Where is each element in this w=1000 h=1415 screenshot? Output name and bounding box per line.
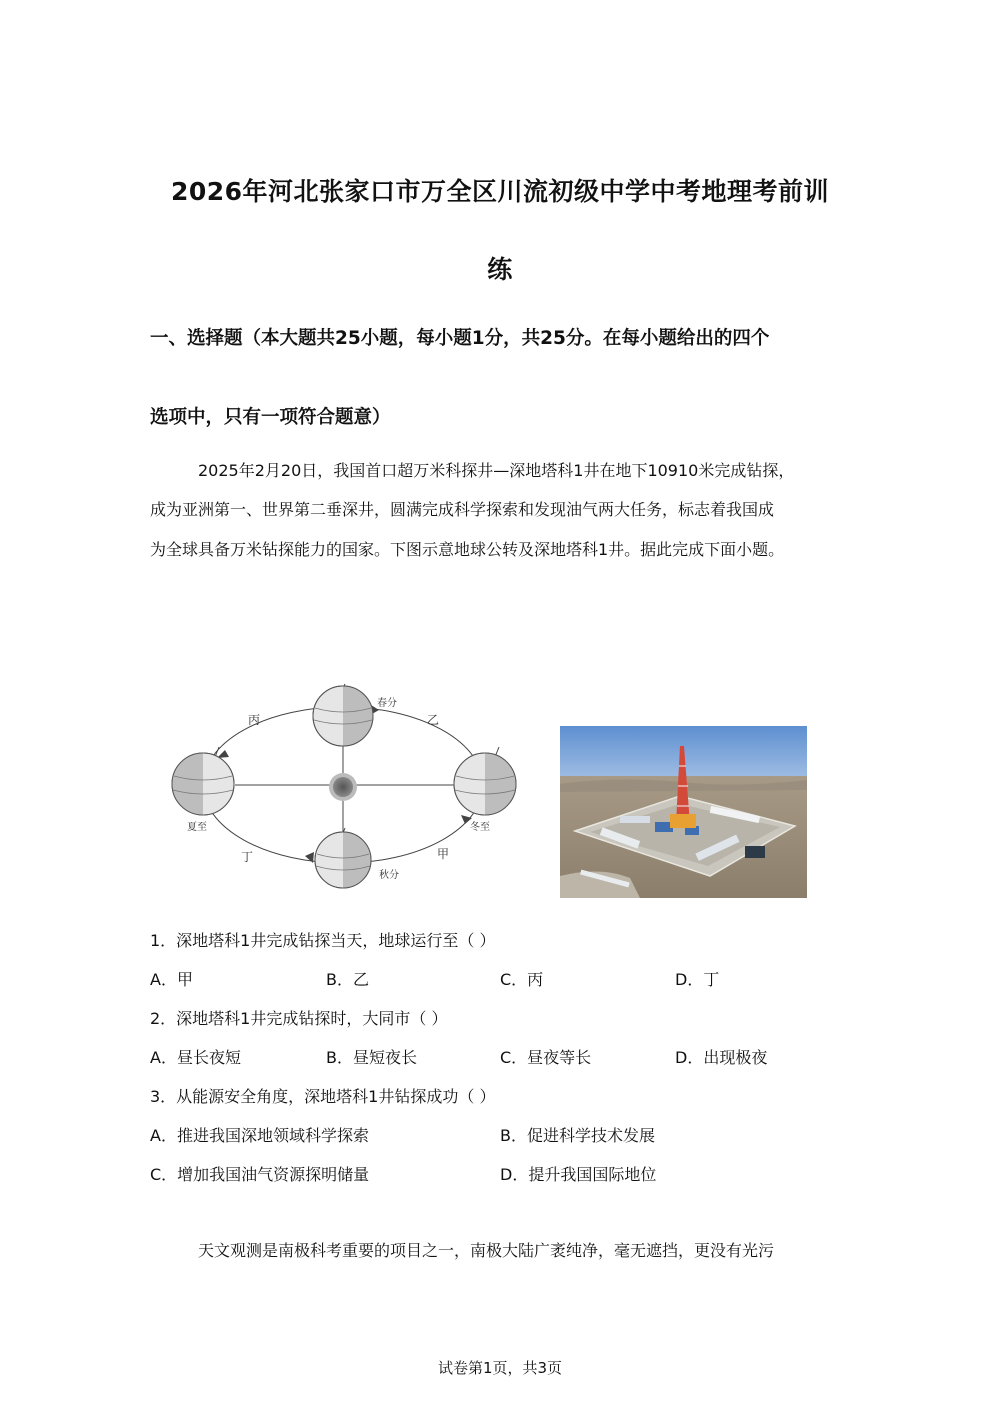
page-footer: 试卷第1页，共3页 [437, 1359, 563, 1377]
question-2-option-c[interactable]: C．昼夜等长 [500, 1048, 592, 1067]
drilling-site-photo [560, 726, 807, 898]
section-heading-line-1: 一、选择题（本大题共25小题，每小题1分，共25分。在每小题给出的四个 [150, 328, 770, 349]
page-title-line-1: 2026年河北张家口市万全区川流初级中学中考地理考前训 [170, 177, 830, 206]
passage-line-3: 为全球具备万米钻探能力的国家。下图示意地球公转及深地塔科1井。据此完成下面小题。 [150, 540, 785, 559]
earth-orbit-diagram [165, 680, 525, 890]
question-1-option-c[interactable]: C．丙 [500, 970, 544, 989]
question-3-option-b[interactable]: B．促进科学技术发展 [500, 1126, 655, 1145]
label-bing: 丙 [248, 713, 261, 727]
question-1-option-d[interactable]: D．丁 [675, 970, 720, 989]
question-3-option-c[interactable]: C．增加我国油气资源探明储量 [150, 1165, 370, 1184]
passage-line-1: 2025年2月20日，我国首口超万米科探井—深地塔科1井在地下10910米完成钻探， [198, 461, 795, 480]
question-1-stem: 1．深地塔科1井完成钻探当天，地球运行至（ ） [150, 931, 496, 950]
label-jia: 甲 [437, 847, 450, 861]
question-2-option-d[interactable]: D．出现极夜 [675, 1048, 768, 1067]
page-title-line-2: 练 [487, 255, 513, 284]
label-ding: 丁 [241, 850, 254, 864]
section-heading-line-2: 选项中，只有一项符合题意） [150, 407, 391, 428]
question-1-option-b[interactable]: B．乙 [326, 970, 369, 989]
label-winter: 冬至 [470, 822, 490, 833]
question-3-option-d[interactable]: D．提升我国国际地位 [500, 1165, 657, 1184]
label-spring: 春分 [377, 698, 397, 709]
label-summer: 夏至 [187, 822, 207, 833]
globe-winter-icon [454, 747, 516, 815]
sun-icon [329, 773, 357, 801]
question-2-option-b[interactable]: B．昼短夜长 [326, 1048, 417, 1067]
question-2-option-a[interactable]: A．昼长夜短 [150, 1048, 241, 1067]
passage-2-line-1: 天文观测是南极科考重要的项目之一，南极大陆广袤纯净，毫无遮挡，更没有光污 [198, 1241, 775, 1260]
question-2-stem: 2．深地塔科1井完成钻探时，大同市（ ） [150, 1009, 448, 1028]
orbit-arrow-ding [305, 852, 314, 863]
question-3-option-a[interactable]: A．推进我国深地领域科学探索 [150, 1126, 369, 1145]
label-yi: 乙 [427, 713, 440, 727]
question-3-stem: 3．从能源安全角度，深地塔科1井钻探成功（ ） [150, 1087, 496, 1106]
passage-line-2: 成为亚洲第一、世界第二垂深井，圆满完成科学探索和发现油气两大任务，标志着我国成 [150, 500, 775, 519]
globe-autumn-icon [315, 828, 371, 888]
globe-spring-icon [313, 684, 373, 746]
question-1-option-a[interactable]: A．甲 [150, 970, 193, 989]
label-autumn: 秋分 [379, 870, 399, 881]
